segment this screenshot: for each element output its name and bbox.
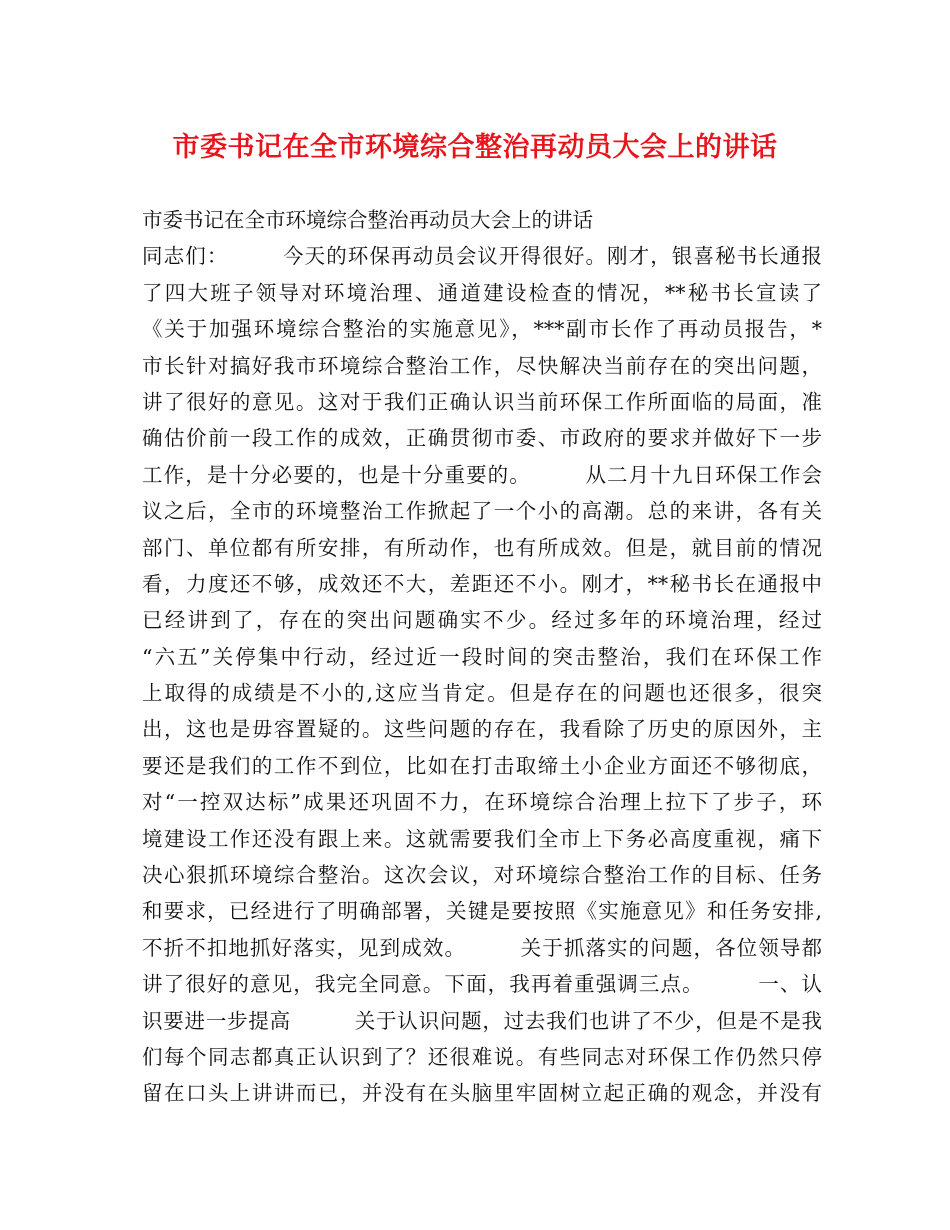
text-line: “六五”关停集中行动，经过近一段时间的突击整治，我们在环保工作: [142, 644, 822, 669]
text-line: 们每个同志都真正认识到了？还很难说。有些同志对环保工作仍然只停: [142, 1044, 822, 1069]
text-line: 识要进一步提高 关于认识问题，过去我们也讲了不少，但是不是我: [142, 1008, 822, 1033]
text-line: 确估价前一段工作的成效，正确贯彻市委、市政府的要求并做好下一步: [142, 426, 822, 451]
text-line: 了四大班子领导对环境治理、通道建设检查的情况，**秘书长宣读了: [142, 280, 822, 305]
text-line: 出，这也是毋容置疑的。这些问题的存在，我看除了历史的原因外，主: [142, 717, 822, 742]
text-line: 对“一控双达标”成果还巩固不力，在环境综合治理上拉下了步子，环: [142, 790, 822, 815]
document-title: 市委书记在全市环境综合整治再动员大会上的讲话: [172, 132, 778, 163]
text-line: 讲了很好的意见。这对于我们正确认识当前环保工作所面临的局面，准: [142, 389, 822, 414]
text-line: 部门、单位都有所安排，有所动作，也有所成效。但是，就目前的情况: [142, 535, 822, 560]
text-line: 决心狠抓环境综合整治。这次会议，对环境综合整治工作的目标、任务: [142, 863, 822, 888]
text-line: 已经讲到了，存在的突出问题确实不少。经过多年的环境治理，经过: [142, 608, 822, 633]
text-line: 境建设工作还没有跟上来。这就需要我们全市上下务必高度重视，痛下: [142, 826, 822, 851]
text-line: 不折不扣地抓好落实，见到成效。 关于抓落实的问题，各位领导都: [142, 935, 822, 960]
text-line: 看，力度还不够，成效还不大，差距还不小。刚才，**秘书长在通报中: [142, 571, 822, 596]
text-line: 工作，是十分必要的，也是十分重要的。 从二月十九日环保工作会: [142, 462, 822, 487]
text-line: 市委书记在全市环境综合整治再动员大会上的讲话: [142, 208, 593, 232]
text-line: 上取得的成绩是不小的,这应当肯定。但是存在的问题也还很多，很突: [142, 681, 822, 706]
text-line: 议之后，全市的环境整治工作掀起了一个小的高潮。总的来讲，各有关: [142, 499, 822, 524]
text-line: 市长针对搞好我市环境综合整治工作，尽快解决当前存在的突出问题，: [142, 353, 822, 378]
text-line: 和要求，已经进行了明确部署，关键是要按照《实施意见》和任务安排,: [142, 899, 822, 924]
text-line: 要还是我们的工作不到位，比如在打击取缔土小企业方面还不够彻底，: [142, 753, 822, 778]
text-line: 留在口头上讲讲而已，并没有在头脑里牢固树立起正确的观念，并没有: [142, 1081, 822, 1106]
text-line: 同志们： 今天的环保再动员会议开得很好。刚才，银喜秘书长通报: [142, 244, 822, 269]
text-line: 《关于加强环境综合整治的实施意见》，***副市长作了再动员报告，*: [142, 317, 822, 342]
text-line: 讲了很好的意见，我完全同意。下面，我再着重强调三点。 一、认: [142, 972, 822, 997]
document-body: [142, 202, 822, 1112]
